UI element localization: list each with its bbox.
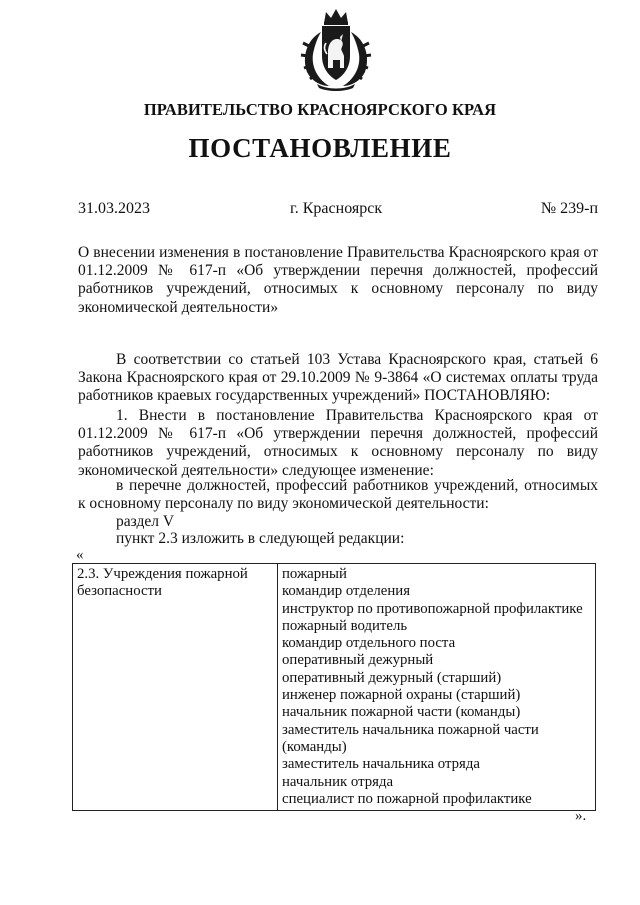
table-row (73, 564, 596, 811)
position-item: командир отделения (282, 583, 411, 600)
item-1-paragraph: 1. Внести в постановление Правительства Красноярского края от 01.12.2009 № 617-п «Об утверждении перечня должностей, профессий работников учреждений, относимых к основному персоналу по виду экономической деятельности» следующее изменение: (78, 407, 598, 479)
category-cell: 2.3. Учреждения пожарной безопасности (73, 564, 278, 811)
point-line: пункт 2.3 изложить в следующей редакции: (116, 530, 405, 547)
position-item: заместитель начальника пожарной части (команды) (282, 721, 539, 755)
position-item: заместитель начальника отряда (282, 756, 480, 773)
position-item: инженер пожарной охраны (старший) (282, 687, 521, 704)
position-item: начальник отряда (282, 773, 394, 790)
document-date: 31.03.2023 (78, 200, 150, 217)
document-subject: О внесении изменения в постановление Правительства Красноярского края от 01.12.2009 № 617-п «Об утверждении перечня должностей, профессий работников учреждений, относимых к основному персоналу по виду экономической деятельности» (78, 244, 598, 316)
position-item: оперативный дежурный (старший) (282, 669, 502, 686)
position-item: инструктор по противопожарной профилактике (282, 600, 583, 617)
government-title: ПРАВИТЕЛЬСТВО КРАСНОЯРСКОГО КРАЯ (143, 100, 497, 119)
position-item: командир отдельного поста (282, 635, 456, 652)
position-item: пожарный (282, 566, 347, 582)
list-intro-paragraph: в перечне должностей, профессий работников учреждений, относимых к основному персоналу по виду экономической деятельности: (78, 477, 598, 513)
positions-table (72, 563, 596, 811)
position-item: начальник пожарной части (команды) (282, 704, 521, 721)
positions-cell (278, 564, 596, 811)
document-type: ПОСТАНОВЛЕНИЕ (188, 133, 452, 163)
position-item: пожарный водитель (282, 617, 408, 634)
position-item: оперативный дежурный (282, 652, 434, 669)
open-quote: « (76, 547, 84, 563)
document-number: № 239-п (540, 200, 598, 217)
document-city: г. Красноярск (290, 200, 383, 217)
intro-paragraph: В соответствии со статьей 103 Устава Красноярского края, статьей 6 Закона Красноярского края от 29.10.2009 № 9-3864 «О системах оплаты труда работников краевых государственных учреждений» ПОСТАНОВЛЯЮ: (78, 351, 598, 405)
section-line: раздел V (116, 513, 175, 530)
coat-of-arms-icon (297, 6, 375, 92)
close-quote: ». (575, 808, 587, 824)
position-item: специалист по пожарной профилактике (282, 790, 532, 807)
